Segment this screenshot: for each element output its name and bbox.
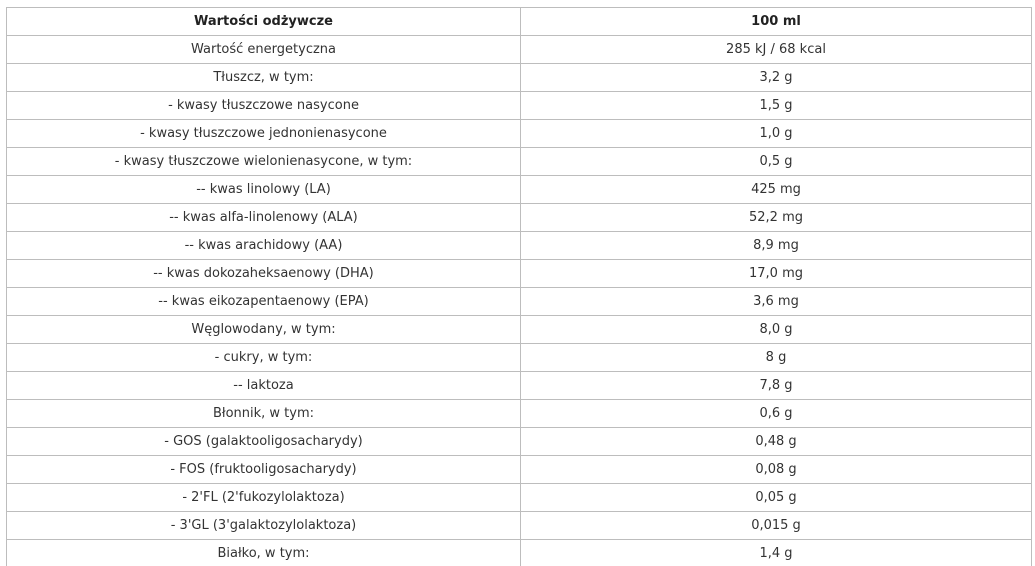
table-row <box>7 64 1032 92</box>
table-row <box>7 344 1032 372</box>
nutrient-value-cell: 425 mg <box>521 176 1032 204</box>
nutrient-value-cell: 0,015 g <box>521 512 1032 540</box>
table-row <box>7 428 1032 456</box>
nutrient-value-cell: 52,2 mg <box>521 204 1032 232</box>
table-row <box>7 92 1032 120</box>
nutrient-value-cell: 3,2 g <box>521 64 1032 92</box>
table-row <box>7 120 1032 148</box>
table-row <box>7 400 1032 428</box>
nutrient-value-cell: 17,0 mg <box>521 260 1032 288</box>
nutrient-name-cell: -- kwas dokozaheksaenowy (DHA) <box>7 260 521 288</box>
header-nutrient: Wartości odżywcze <box>7 8 521 36</box>
table-row <box>7 232 1032 260</box>
nutrition-table <box>6 7 1032 566</box>
nutrient-name-cell: -- kwas alfa-linolenowy (ALA) <box>7 204 521 232</box>
header-amount: 100 ml <box>521 8 1032 36</box>
table-row <box>7 36 1032 64</box>
nutrient-name-cell: Wartość energetyczna <box>7 36 521 64</box>
nutrient-value-cell: 0,6 g <box>521 400 1032 428</box>
nutrient-name-cell: - cukry, w tym: <box>7 344 521 372</box>
nutrient-name-cell: - GOS (galaktooligosacharydy) <box>7 428 521 456</box>
nutrient-value-cell: 8,0 g <box>521 316 1032 344</box>
header-row <box>7 8 1032 36</box>
table-row <box>7 456 1032 484</box>
nutrient-name-cell: - kwasy tłuszczowe wielonienasycone, w tym: <box>7 148 521 176</box>
nutrient-name-cell: -- laktoza <box>7 372 521 400</box>
table-header <box>7 8 1032 36</box>
table-row <box>7 484 1032 512</box>
table-row <box>7 260 1032 288</box>
nutrient-name-cell: - FOS (fruktooligosacharydy) <box>7 456 521 484</box>
nutrient-name-cell: -- kwas eikozapentaenowy (EPA) <box>7 288 521 316</box>
nutrient-name-cell: Błonnik, w tym: <box>7 400 521 428</box>
nutrient-name-cell: Białko, w tym: <box>7 540 521 566</box>
nutrient-value-cell: 0,5 g <box>521 148 1032 176</box>
nutrient-name-cell: -- kwas linolowy (LA) <box>7 176 521 204</box>
nutrient-name-cell: Węglowodany, w tym: <box>7 316 521 344</box>
table-row <box>7 176 1032 204</box>
nutrient-value-cell: 1,5 g <box>521 92 1032 120</box>
table-row <box>7 316 1032 344</box>
nutrient-value-cell: 1,4 g <box>521 540 1032 566</box>
table-row <box>7 148 1032 176</box>
nutrient-value-cell: 0,08 g <box>521 456 1032 484</box>
table-row <box>7 288 1032 316</box>
nutrient-value-cell: 8,9 mg <box>521 232 1032 260</box>
nutrient-name-cell: - 2'FL (2'fukozylolaktoza) <box>7 484 521 512</box>
nutrient-name-cell: Tłuszcz, w tym: <box>7 64 521 92</box>
nutrient-name-cell: - 3'GL (3'galaktozylolaktoza) <box>7 512 521 540</box>
nutrient-value-cell: 7,8 g <box>521 372 1032 400</box>
nutrient-name-cell: - kwasy tłuszczowe jednonienasycone <box>7 120 521 148</box>
table-row <box>7 372 1032 400</box>
nutrient-value-cell: 285 kJ / 68 kcal <box>521 36 1032 64</box>
nutrient-name-cell: - kwasy tłuszczowe nasycone <box>7 92 521 120</box>
nutrient-value-cell: 1,0 g <box>521 120 1032 148</box>
nutrient-value-cell: 0,48 g <box>521 428 1032 456</box>
nutrient-name-cell: -- kwas arachidowy (AA) <box>7 232 521 260</box>
nutrient-value-cell: 3,6 mg <box>521 288 1032 316</box>
table-row <box>7 204 1032 232</box>
table-body <box>7 36 1032 566</box>
nutrient-value-cell: 0,05 g <box>521 484 1032 512</box>
table-row <box>7 512 1032 540</box>
table-row <box>7 540 1032 566</box>
nutrient-value-cell: 8 g <box>521 344 1032 372</box>
